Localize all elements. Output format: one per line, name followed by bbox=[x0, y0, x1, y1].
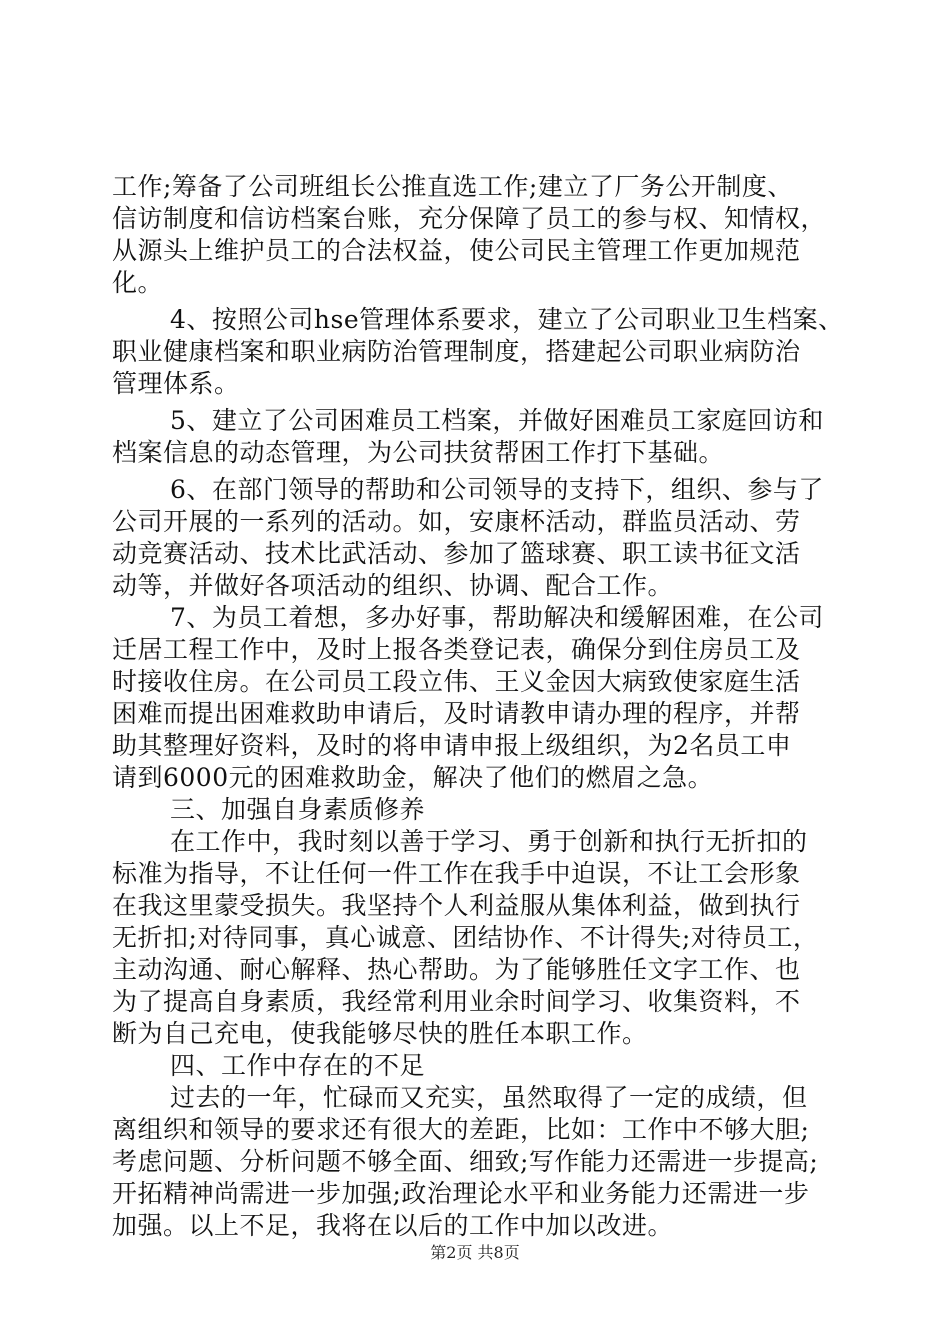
text-line: 公司开展的一系列的活动。如，安康杯活动，群监员活动、劳 bbox=[112, 507, 801, 536]
text-line: 在我这里蒙受损失。我坚持个人利益服从集体利益，做到执行 bbox=[112, 891, 801, 920]
text-line: 在工作中，我时刻以善于学习、勇于创新和执行无折扣的 bbox=[170, 827, 808, 856]
text-line: 化。 bbox=[112, 268, 164, 297]
text-line: 离组织和领导的要求还有很大的差距，比如：工作中不够大胆; bbox=[112, 1115, 810, 1144]
text-line: 时接收住房。在公司员工段立伟、王义金因大病致使家庭生活 bbox=[112, 667, 801, 696]
text-line: 档案信息的动态管理，为公司扶贫帮困工作打下基础。 bbox=[112, 438, 725, 467]
text-line: 7、为员工着想，多办好事，帮助解决和缓解困难，在公司 bbox=[170, 603, 824, 632]
section-heading: 四、工作中存在的不足 bbox=[170, 1051, 426, 1080]
text-line: 迁居工程工作中，及时上报各类登记表，确保分到住房员工及 bbox=[112, 635, 801, 664]
text-line: 断为自己充电，使我能够尽快的胜任本职工作。 bbox=[112, 1019, 648, 1048]
section-heading: 三、加强自身素质修养 bbox=[170, 795, 426, 824]
document-body bbox=[112, 171, 844, 1242]
text-line: 过去的一年，忙碌而又充实，虽然取得了一定的成绩，但 bbox=[170, 1083, 808, 1112]
text-line: 5、建立了公司困难员工档案，并做好困难员工家庭回访和 bbox=[170, 406, 824, 435]
text-line: 困难而提出困难救助申请后，及时请教申请办理的程序，并帮 bbox=[112, 699, 801, 728]
text-line: 4、按照公司hse管理体系要求，建立了公司职业卫生档案、 bbox=[170, 305, 844, 334]
text-line: 为了提高自身素质，我经常利用业余时间学习、收集资料，不 bbox=[112, 987, 801, 1016]
text-line: 从源头上维护员工的合法权益，使公司民主管理工作更加规范 bbox=[112, 236, 801, 265]
text-line: 加强。以上不足，我将在以后的工作中加以改进。 bbox=[112, 1211, 674, 1240]
text-line: 开拓精神尚需进一步加强;政治理论水平和业务能力还需进一步 bbox=[112, 1179, 810, 1208]
text-line: 6、在部门领导的帮助和公司领导的支持下，组织、参与了 bbox=[170, 475, 824, 504]
text-line: 工作;筹备了公司班组长公推直选工作;建立了厂务公开制度、 bbox=[112, 172, 793, 201]
text-line: 考虑问题、分析问题不够全面、细致;写作能力还需进一步提高; bbox=[112, 1147, 819, 1176]
page-number-footer: 第2页 共8页 bbox=[430, 1243, 520, 1262]
text-line: 主动沟通、耐心解释、热心帮助。为了能够胜任文字工作、也 bbox=[112, 955, 801, 984]
text-line: 管理体系。 bbox=[112, 369, 240, 398]
text-line: 标准为指导，不让任何一件工作在我手中迫误，不让工会形象 bbox=[112, 859, 801, 888]
text-line: 职业健康档案和职业病防治管理制度，搭建起公司职业病防治 bbox=[112, 337, 801, 366]
text-line: 无折扣;对待同事，真心诚意、团结协作、不计得失;对待员工， bbox=[112, 923, 819, 952]
text-line: 助其整理好资料，及时的将申请申报上级组织，为2名员工申 bbox=[112, 731, 792, 760]
text-line: 信访制度和信访档案台账，充分保障了员工的参与权、知情权， bbox=[112, 204, 827, 233]
text-line: 请到6000元的困难救助金，解决了他们的燃眉之急。 bbox=[112, 763, 714, 792]
text-line: 动等，并做好各项活动的组织、协调、配合工作。 bbox=[112, 571, 674, 600]
text-line: 动竞赛活动、技术比武活动、参加了篮球赛、职工读书征文活 bbox=[112, 539, 801, 568]
